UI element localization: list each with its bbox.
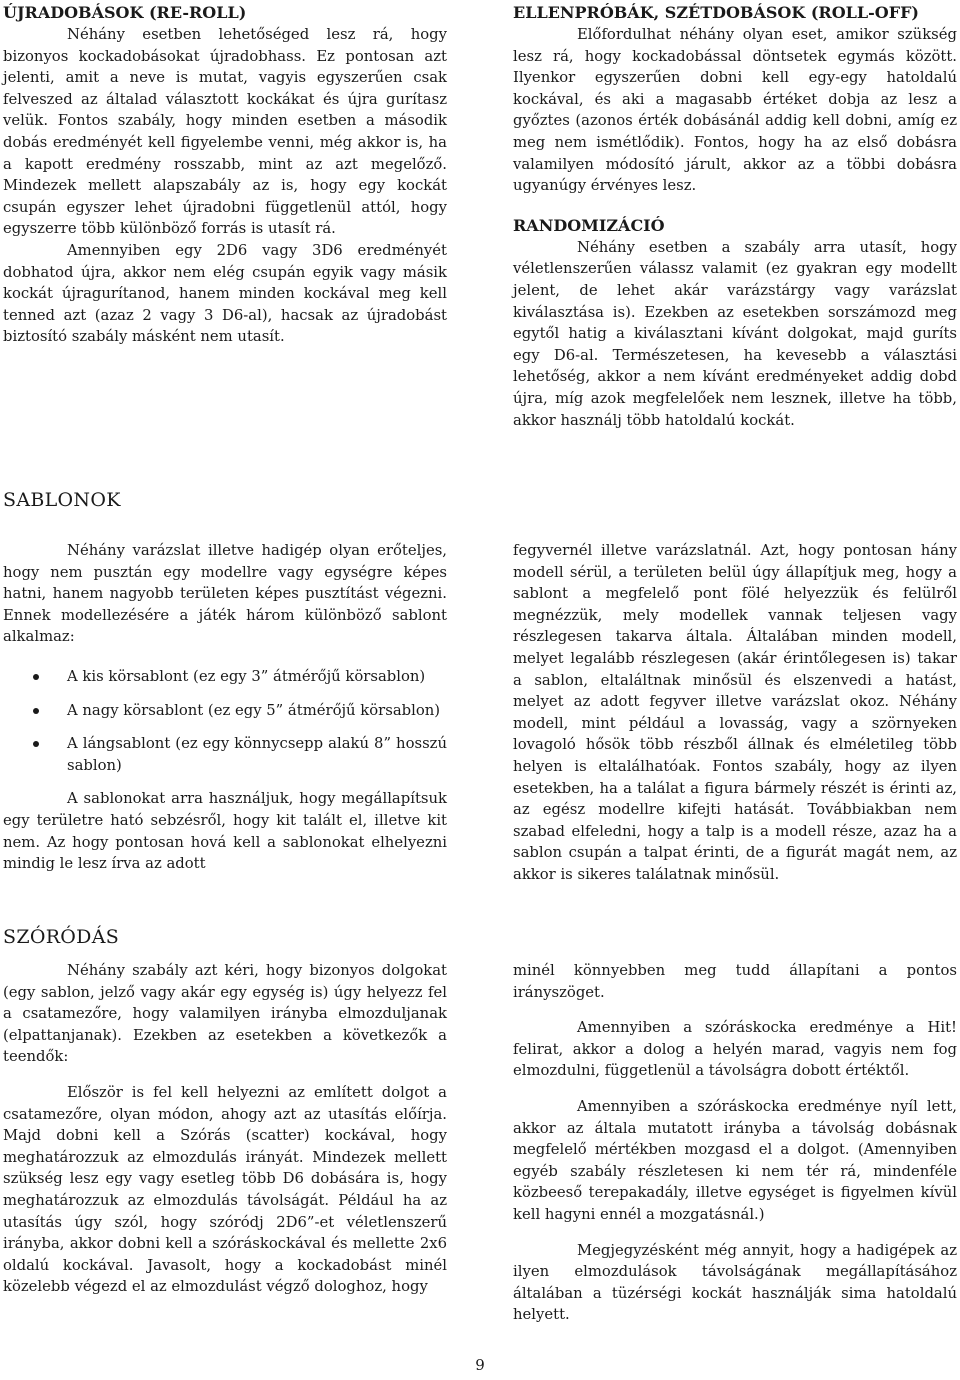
templates-right-column [513,540,957,886]
scatter-right-column [513,960,957,1326]
reroll-heading: ÚJRADOBÁSOK (RE-ROLL) [3,3,247,22]
template-list-item: A lángsablont (ez egy könnycsepp alakú 8” hosszú sablon) [3,733,447,776]
rolloff-heading: ELLENPRÓBÁK, SZÉTDOBÁSOK (ROLL-OFF) [513,3,919,22]
template-list-item: A kis körsablont (ez egy 3” átmérőjű körsablon) [3,666,447,688]
template-list [3,666,447,776]
templates-intro: Néhány varázslat illetve hadigép olyan erőteljes, hogy nem pusztán egy modellre vagy egységre képes hatni, hanem nagyobb területen képes pusztítást végezni. Ennek modellezésére a játék három különböző sablont alkalmaz: [3,542,447,646]
scatter-paragraph-6: Megjegyzésként még annyit, hogy a hadigépek az ilyen elmozdulások távolságának megállapításához általában a tüzérségi kockát használják sima hatoldalú helyett. [513,1241,957,1324]
bullet-icon [33,708,39,714]
templates-left-column [3,540,447,875]
templates-heading: SABLONOK [3,489,121,511]
scatter-left-column [3,960,447,1298]
templates-usage-paragraph: A sablonokat arra használjuk, hogy megállapítsuk egy területre ható sebzésről, hogy kit talált el, illetve kit nem. Az hogy pontosan hová kell a sablonokat elhelyezni mindig le lesz írva az adott [3,790,447,873]
scatter-heading: SZÓRÓDÁS [3,926,120,948]
reroll-paragraph-2: Amennyiben egy 2D6 vagy 3D6 eredményét dobhatod újra, akkor nem elég csupán egyik vagy másik kockát újragurítanod, hanem minden kockával meg kell tenned azt (azaz 2 vagy 3 D6-al), hacsak az újradobást biztosító szabály másként nem utasít. [3,241,447,346]
scatter-paragraph-2: Először is fel kell helyezni az említett dolgot a csatamezőre, olyan módon, ahogy azt az utasítás előírja. Majd dobni kell a Szórás (scatter) kockával, hogy meghatározzuk az elmozdulás irányát. Mindezek mellett szükség lesz egy vagy esetleg több D6 dobására is, hogy meghatározzuk az elmozdulás távolságát. Például ha az utasítás úgy szól, hogy szóródj 2D6”-et véletlenszerű irányba, akkor dobni kell a szóráskockával és mellette 2x6 oldalú kockával. Javasolt, hogy a kockadobást minél közelebb végezd el az elmozdulást végző dologhoz, hogy [3,1083,447,1296]
rolloff-paragraph: Előfordulhat néhány olyan eset, amikor szükség lesz rá, hogy kockadobással döntsetek egymás között. Ilyenkor egyszerűen dobni kell egy-egy hatoldalú kockával, és aki a magasabb értéket dobja az lesz a győztes (azonos érték dobásánál addig kell dobni, amíg ez meg nem ismétlődik). Fontos, hogy ha az első dobásra valamilyen módosító járult, akkor az a többi dobásra ugyanúgy érvényes lesz. [513,26,957,195]
scatter-paragraph-4: Amennyiben a szóráskocka eredménye a Hit! felirat, akkor a dolog a helyén marad, vagyis nem fog elmozdulni, függetlenül a távolságra dobott értéktől. [513,1019,957,1080]
reroll-paragraph-1: Néhány esetben lehetőséged lesz rá, hogy bizonyos kockadobásokat újradobhass. Ez pontosan azt jelenti, amit a neve is mutat, vagyis egyszerűen csak felveszed az általad választott kockákat és újra gurítasz velük. Fontos szabály, hogy minden esetben a második dobás eredményét kell figyelembe venni, még akkor is, ha a kapott eredmény rosszabb, mint az azt megelőző. Mindezek mellett alapszabály az is, hogy egy kockát csupán egyszer lehet újradobni függetlenül attól, hogy egyszerre több különböző forrás is utasít rá. [3,26,447,238]
templates-continued-paragraph: fegyvernél illetve varázslatnál. Azt, hogy pontosan hány modell sérül, a területen belül úgy állapítjuk meg, hogy a sablont a megfelelő pont fölé helyezzük és felülről megnézzük, mely modellek vannak teljesen vagy részlegesen takarva általa. Általában minden modell, melyet legalább részlegesen (akár érintőlegesen is) takar a sablon, eltaláltnak minősül és elszenvedi a hatást, melyet az adott fegyver illetve varázslat okoz. Néhány modell, mint például a lovasság, vagy a szörnyeken lovagoló hősök több részből állnak és elméletileg több helyen is eltalálhatóak. Fontos szabály, hogy az ilyen esetekben, ha a találat a figura bármely részét is érinti az, az egész modellre kifejti hatását. Továbbiakban nem szabad elfeledni, hogy a talp is a modell része, azaz ha a sablon csupán a talpat érinti, de a figurát magát nem, az akkor is sikeres találatnak minősül. [513,542,957,883]
reroll-section [3,2,447,348]
random-heading: RANDOMIZÁCIÓ [513,215,665,235]
scatter-paragraph-3: minél könnyebben meg tudd állapítani a pontos irányszöget. [513,962,957,1001]
bullet-icon [33,741,39,747]
scatter-paragraph-1: Néhány szabály azt kéri, hogy bizonyos dolgokat (egy sablon, jelző vagy akár egy egység is) úgy helyezz fel a csatamezőre, hogy valamilyen irányba elmozduljanak (elpattanjanak). Ezekben az esetekben a következők a teendők: [3,962,447,1066]
page-number: 9 [475,1356,485,1374]
rolloff-section [513,2,957,431]
template-list-item: A nagy körsablont (ez egy 5” átmérőjű körsablon) [3,700,447,722]
bullet-icon [33,674,39,680]
scatter-paragraph-5: Amennyiben a szóráskocka eredménye nyíl lett, akkor az általa mutatott irányba a távolság dobásnak megfelelő mértékben mozgasd el a dolgot. (Amennyiben egyéb szabály részletesen ki nem tér rá, mindenféle közbeeső terepakadály, illetve egységet is figyelmen kívül kell hagyni ennél a mozgatásnál.) [513,1097,957,1223]
random-paragraph: Néhány esetben a szabály arra utasít, hogy véletlenszerűen válassz valamit (ez gyakran egy modellt jelent, de lehet akár varázstárgy vagy varázslat kiválasztása is). Ezekben az esetekben sorszámozd meg egytől hatig a kiválasztani kívánt dolgokat, majd guríts egy D6-al. Természetesen, ha kevesebb a választási lehetőség, akkor a nem kívánt eredményeket addig dobd újra, míg azok megfelelőek nem lesznek, illetve ha több, akkor használj több hatoldalú kockát. [513,238,957,429]
